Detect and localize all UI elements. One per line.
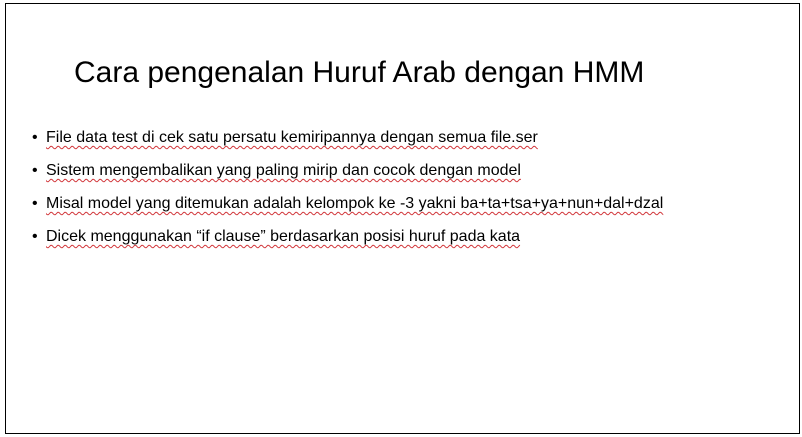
bullet-dot-icon: • [32, 129, 38, 146]
bullet-item[interactable] [32, 127, 663, 160]
bullet-text: File data test di cek satu persatu kemiripannya dengan semua file.ser [46, 129, 538, 146]
slide [5, 3, 800, 434]
slide-title[interactable]: Cara pengenalan Huruf Arab dengan HMM [74, 56, 645, 89]
bullet-dot-icon: • [32, 162, 38, 179]
bullet-dot-icon: • [32, 195, 38, 212]
bullet-text: Sistem mengembalikan yang paling mirip dan cocok dengan model [46, 162, 521, 179]
bullet-list [32, 127, 663, 259]
bullet-text: Misal model yang ditemukan adalah kelompok ke -3 yakni ba+ta+tsa+ya+nun+dal+dzal [46, 195, 664, 212]
bullet-dot-icon: • [32, 228, 38, 245]
bullet-item[interactable] [32, 226, 663, 259]
bullet-item[interactable] [32, 193, 663, 226]
bullet-item[interactable] [32, 160, 663, 193]
bullet-text: Dicek menggunakan “if clause” berdasarkan posisi huruf pada kata [46, 228, 521, 245]
